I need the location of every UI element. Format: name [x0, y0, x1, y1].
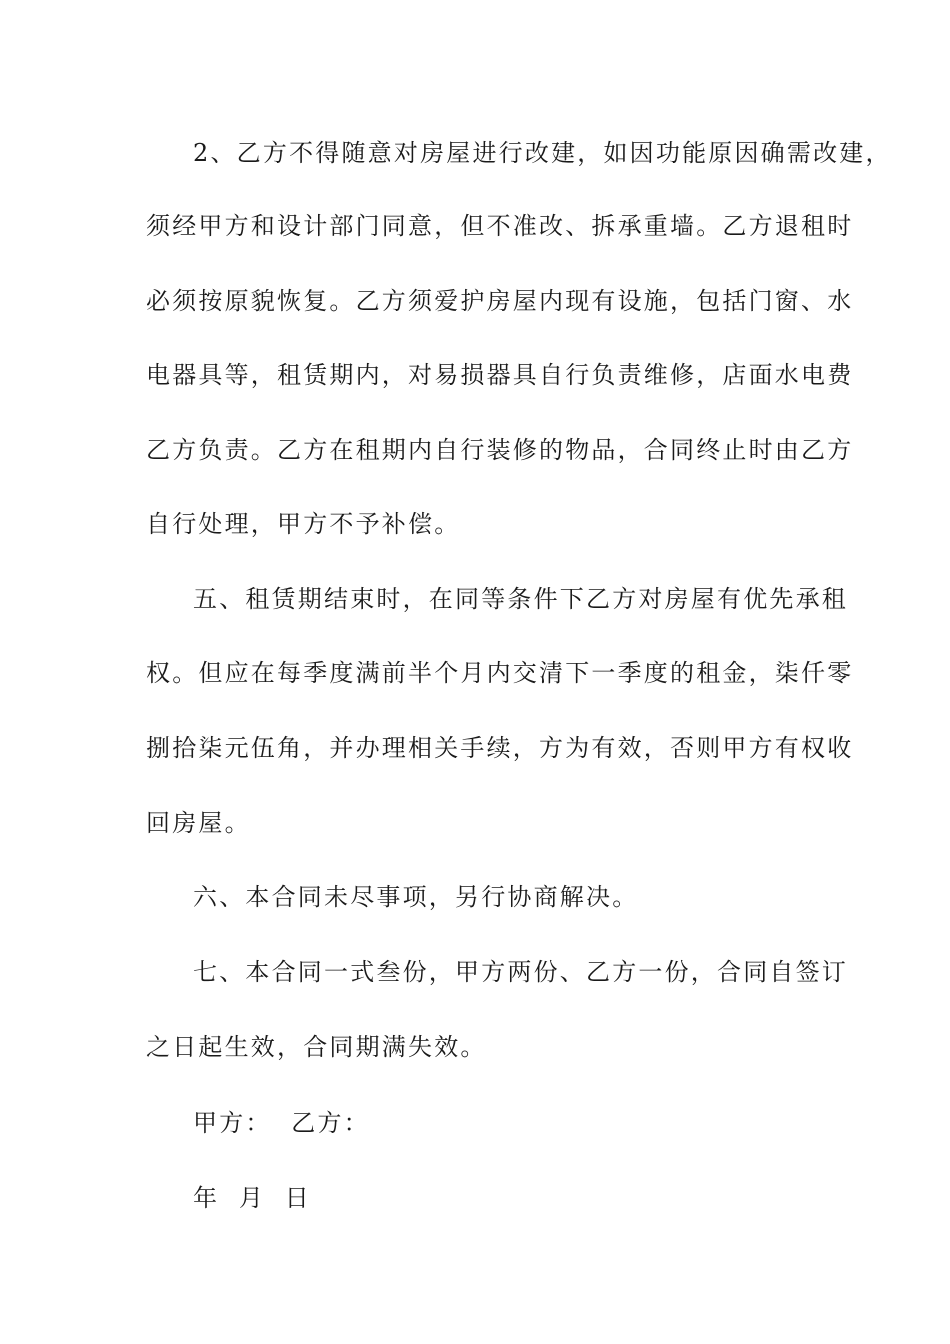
clause-5-line-2: 权。但应在每季度满前半个月内交清下一季度的租金，柒仟零	[146, 659, 854, 687]
clause-7-line-1: 七、本合同一式叁份，甲方两份、乙方一份，合同自签订	[193, 958, 848, 986]
clause-5-line-4: 回房屋。	[146, 809, 251, 837]
clause-5-line-3: 捌拾柒元伍角，并办理相关手续，方为有效，否则甲方有权收	[146, 734, 854, 762]
clause-2-line-6: 自行处理，甲方不予补偿。	[146, 510, 461, 538]
clause-6: 六、本合同未尽事项，另行协商解决。	[193, 883, 639, 911]
clause-2-line-1: 2、乙方不得随意对房屋进行改建，如因功能原因确需改建，	[193, 139, 892, 167]
clause-2-line-2: 须经甲方和设计部门同意，但不准改、拆承重墙。乙方退租时	[146, 212, 854, 240]
signature-line: 甲方： 乙方：	[193, 1109, 370, 1137]
date-line: 年 月 日	[193, 1184, 311, 1212]
clause-5-line-1: 五、租赁期结束时，在同等条件下乙方对房屋有优先承租	[193, 585, 848, 613]
clause-2-line-3: 必须按原貌恢复。乙方须爱护房屋内现有设施，包括门窗、水	[146, 287, 854, 315]
clause-7-line-2: 之日起生效，合同期满失效。	[146, 1033, 487, 1061]
clause-2-line-4: 电器具等，租赁期内，对易损器具自行负责维修，店面水电费	[146, 361, 854, 389]
clause-2-line-5: 乙方负责。乙方在租期内自行装修的物品，合同终止时由乙方	[146, 436, 854, 464]
